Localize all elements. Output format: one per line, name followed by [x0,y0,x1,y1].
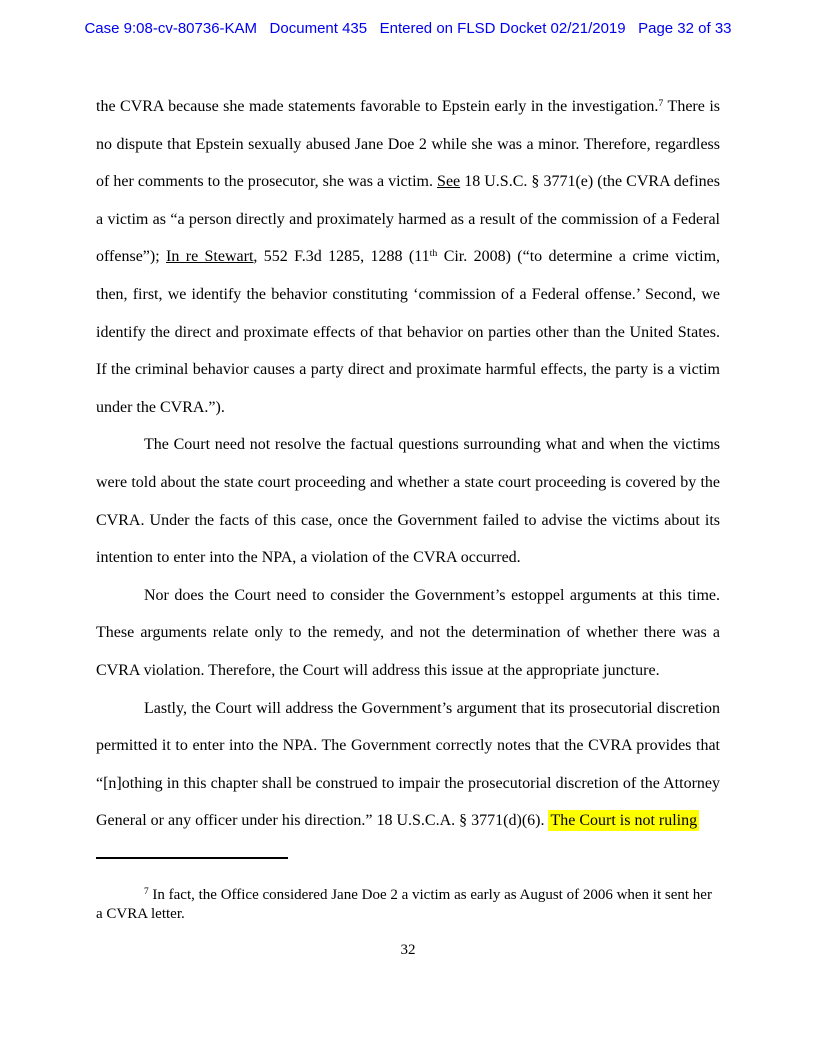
superscript: 7 [658,97,664,109]
footnote [96,886,720,924]
paragraph [96,426,720,576]
text-run: 18 U.S.C. § 3771(e) (the CVRA defines a victim as “a person directly and proximately harmed as a result of the commission of a Federal offense”); [96,173,720,266]
docket-stamp-header: Case 9:08-cv-80736-KAM Document 435 Entered on FLSD Docket 02/21/2019 Page 32 of 33 [84,20,732,37]
highlighted-text: The Court is not ruling [550,812,698,830]
text-run: , 552 F.3d 1285, 1288 (11 [253,248,430,266]
superscript: 7 [144,886,149,897]
paragraph [96,88,720,426]
page-number: 32 [400,942,416,958]
paragraph [96,577,720,690]
footnote-text [96,887,712,922]
text-run: In fact, the Office considered Jane Doe 2 a victim as early as August of 2006 when it sent her a CVRA letter. [96,887,712,922]
paragraph [96,690,720,840]
text-run: Nor does the Court need to consider the Government’s estoppel arguments at this time. These arguments relate only to the remedy, and not the determination of whether there was a CVRA violation. Therefore, the Court will address this issue at the appropriate juncture. [96,586,720,679]
text-run: Lastly, the Court will address the Government’s argument that its prosecutorial discretion permitted it to enter into the NPA. The Government correctly notes that the CVRA provides that “[n]othing in this chapter shall be construed to impair the prosecutorial discretion of the Attorney General or any officer under his direction.” 18 U.S.C.A. § 3771(d)(6). [96,699,720,830]
text-run: the CVRA because she made statements favorable to Epstein early in the investigation. [96,98,659,115]
text-run: Cir. 2008) (“to determine a crime victim, then, first, we identify the behavior constituting ‘commission of a Federal offense.’ Second, we identify the direct and proximate effects of that behavior on parties other than the United States. If the criminal behavior causes a party direct and proximate harmful effects, the party is a victim under the CVRA.”). [96,248,721,416]
text-run: The Court need not resolve the factual questions surrounding what and when the victims were told about the state court proceeding and whether a state court proceeding is covered by the CVRA. Under the facts of this case, once the Government failed to advise the victims about its intention to enter into the NPA, a violation of the CVRA occurred. [96,436,720,567]
underlined-citation: In re Stewart [166,248,254,266]
body-text [96,88,720,840]
underlined-citation: See [437,173,461,191]
text-run: There is no dispute that Epstein sexually abused Jane Doe 2 while she was a minor. Therefore, regardless of her comments to the prosecutor, she was a victim. [96,98,721,191]
footnote-separator [96,857,288,859]
superscript: th [429,247,438,259]
